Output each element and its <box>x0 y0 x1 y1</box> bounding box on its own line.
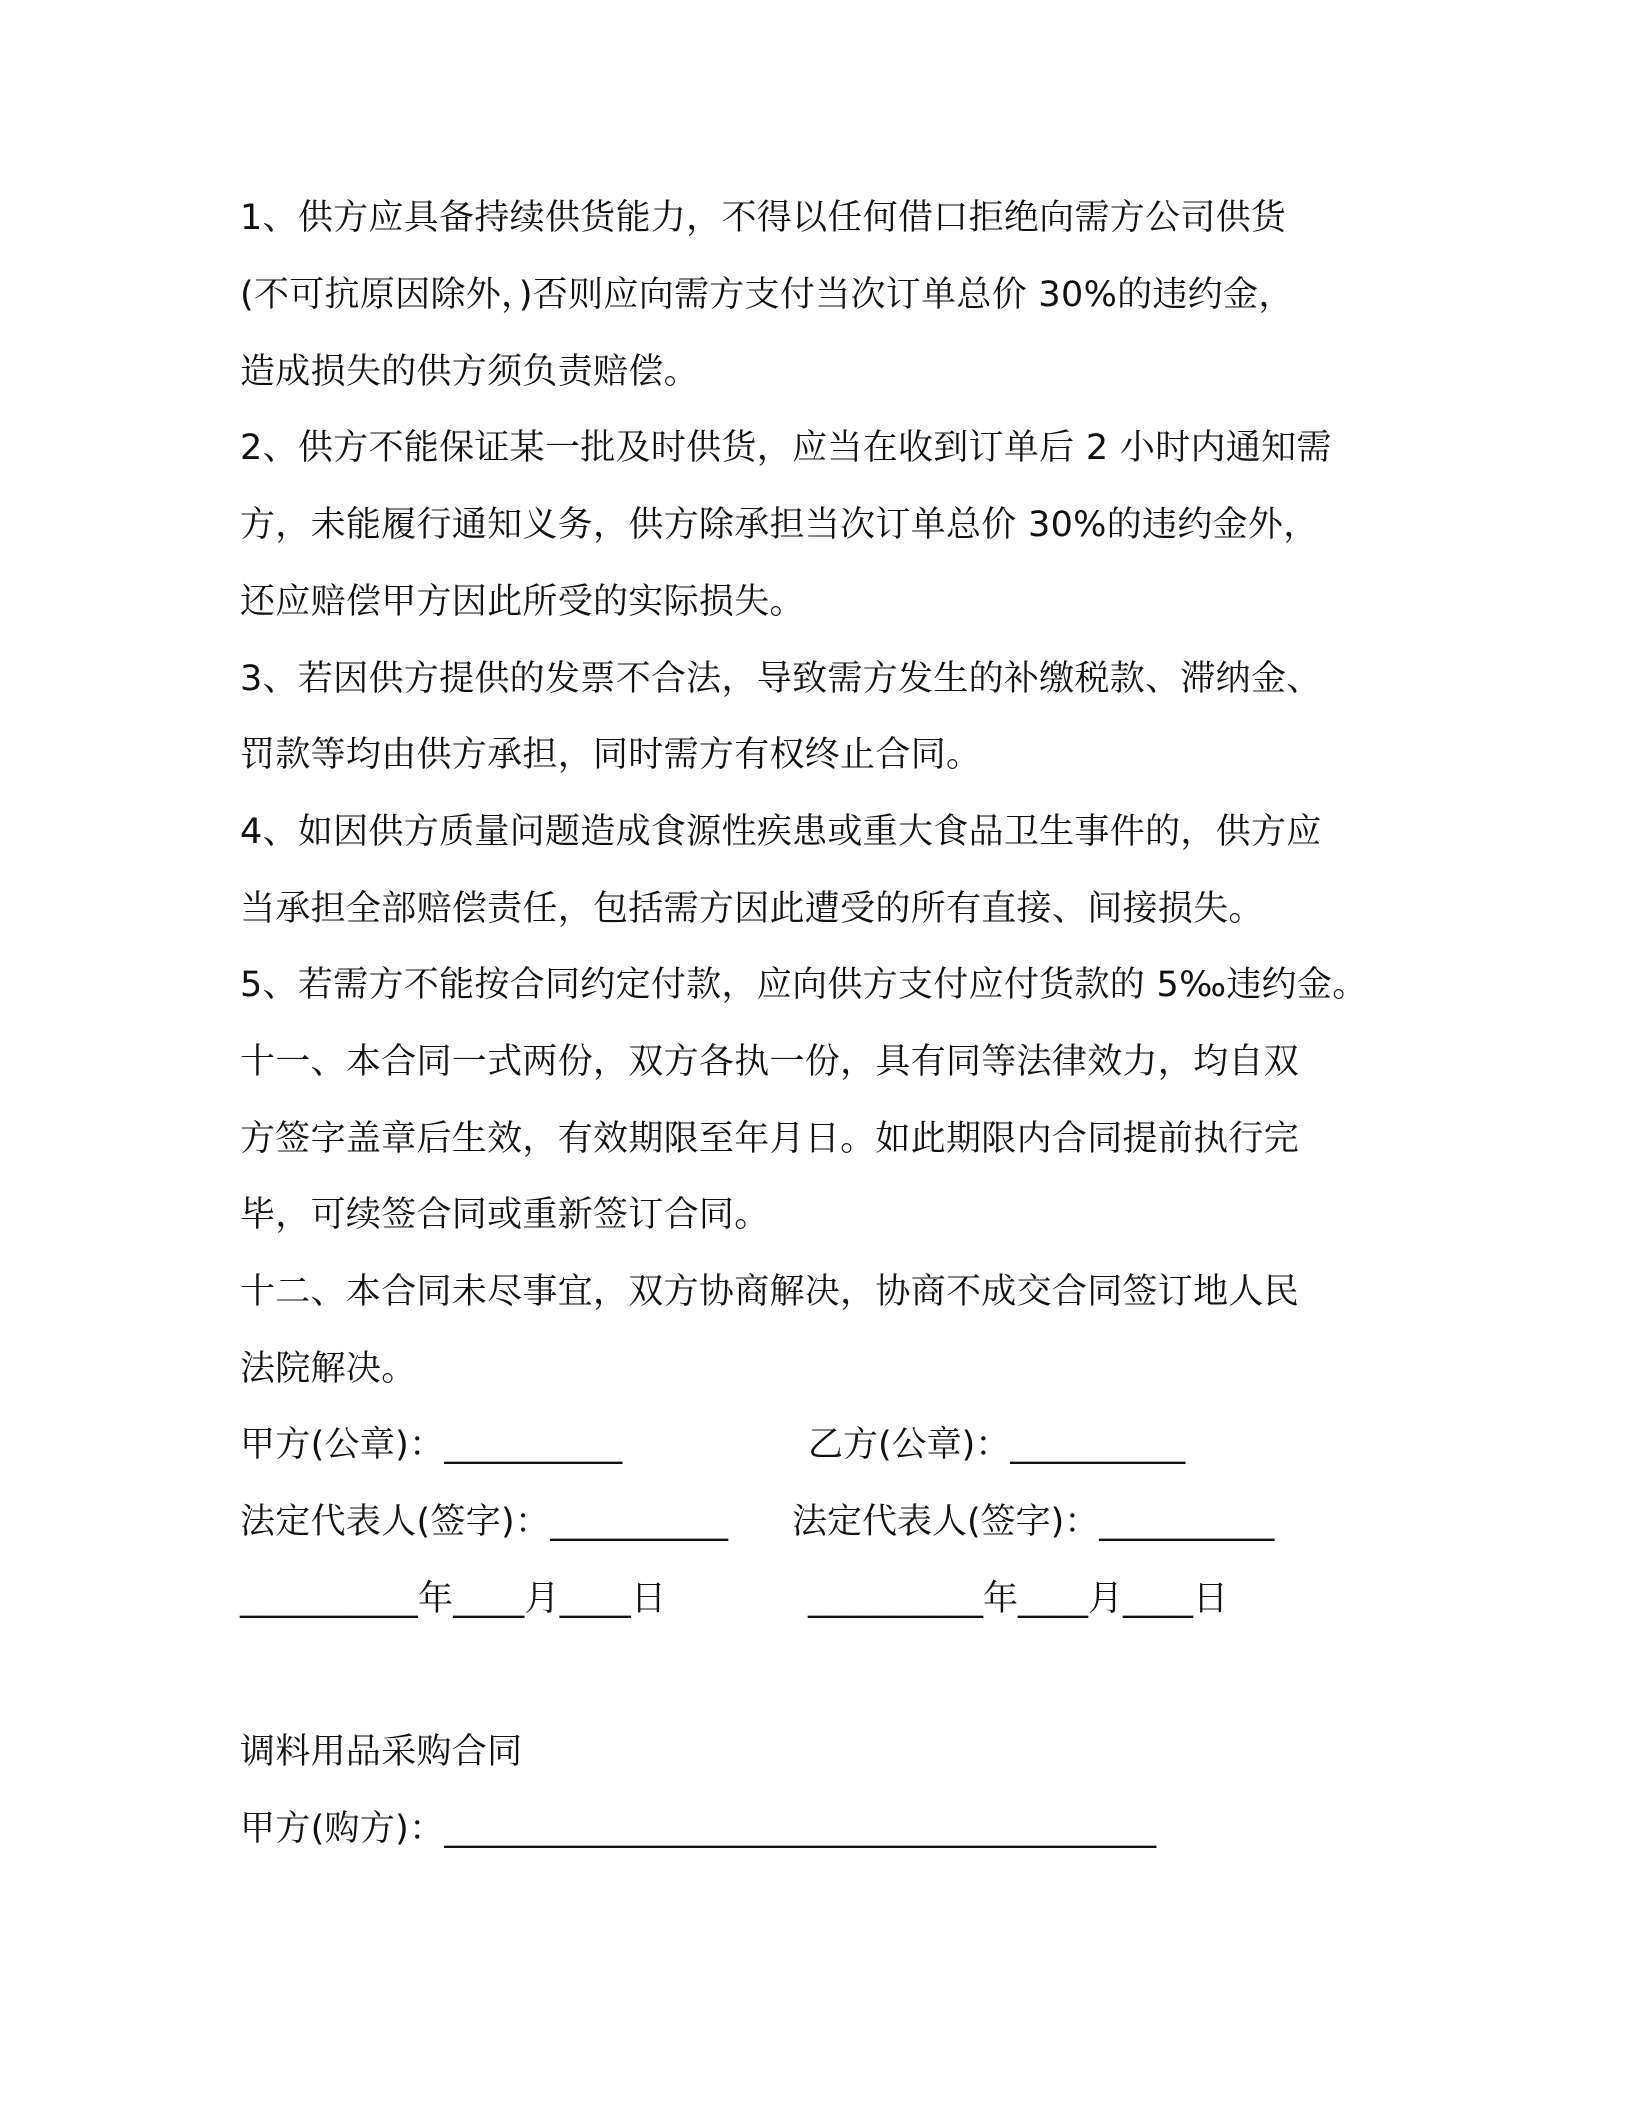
party-a-seal: 甲方(公章)：__________ <box>240 1425 623 1465</box>
clause-1-line-1: 1、供方应具备持续供货能力，不得以任何借口拒绝向需方公司供货 <box>240 198 1287 238</box>
clause-3-line-2: 罚款等均由供方承担，同时需方有权终止合同。 <box>240 735 982 775</box>
party-b-seal: 乙方(公章)：__________ <box>808 1425 1186 1465</box>
clause-3-line-1: 3、若因供方提供的发票不合法，导致需方发生的补缴税款、滞纳金、 <box>240 659 1322 699</box>
clause-5-line-1: 5、若需方不能按合同约定付款，应向供方支付应付货款的 5‰违约金。 <box>240 965 1368 1005</box>
article-12-line-2: 法院解决。 <box>240 1349 417 1389</box>
clause-2-line-1: 2、供方不能保证某一批及时供货，应当在收到订单后 2 小时内通知需 <box>240 428 1332 468</box>
article-12-line-1: 十二、本合同未尽事宜，双方协商解决，协商不成交合同签订地人民 <box>240 1272 1300 1312</box>
clause-4-line-1: 4、如因供方质量问题造成食源性疾患或重大食品卫生事件的，供方应 <box>240 812 1322 852</box>
article-11-line-3: 毕，可续签合同或重新签订合同。 <box>240 1195 770 1235</box>
party-b-date: __________年____月____日 <box>808 1579 1229 1619</box>
article-11-line-2: 方签字盖章后生效，有效期限至年月日。如此期限内合同提前执行完 <box>240 1119 1300 1159</box>
clause-1-line-3: 造成损失的供方须负责赔偿。 <box>240 352 699 392</box>
clause-1-line-2: (不可抗原因除外，)否则应向需方支付当次订单总价 30%的违约金， <box>240 275 1294 315</box>
clause-2-line-2: 方，未能履行通知义务，供方除承担当次订单总价 30%的违约金外， <box>240 505 1319 545</box>
party-a-representative: 法定代表人(签字)：__________ <box>240 1502 729 1542</box>
buyer-field: 甲方(购方)：________________________________________ <box>240 1809 1157 1849</box>
clause-2-line-3: 还应赔偿甲方因此所受的实际损失。 <box>240 582 805 622</box>
party-a-date: __________年____月____日 <box>240 1579 667 1619</box>
article-11-line-1: 十一、本合同一式两份，双方各执一份，具有同等法律效力，均自双 <box>240 1042 1300 1082</box>
party-b-representative: 法定代表人(签字)：__________ <box>792 1502 1275 1542</box>
next-contract-title: 调料用品采购合同 <box>240 1732 523 1772</box>
clause-4-line-2: 当承担全部赔偿责任，包括需方因此遭受的所有直接、间接损失。 <box>240 889 1264 929</box>
